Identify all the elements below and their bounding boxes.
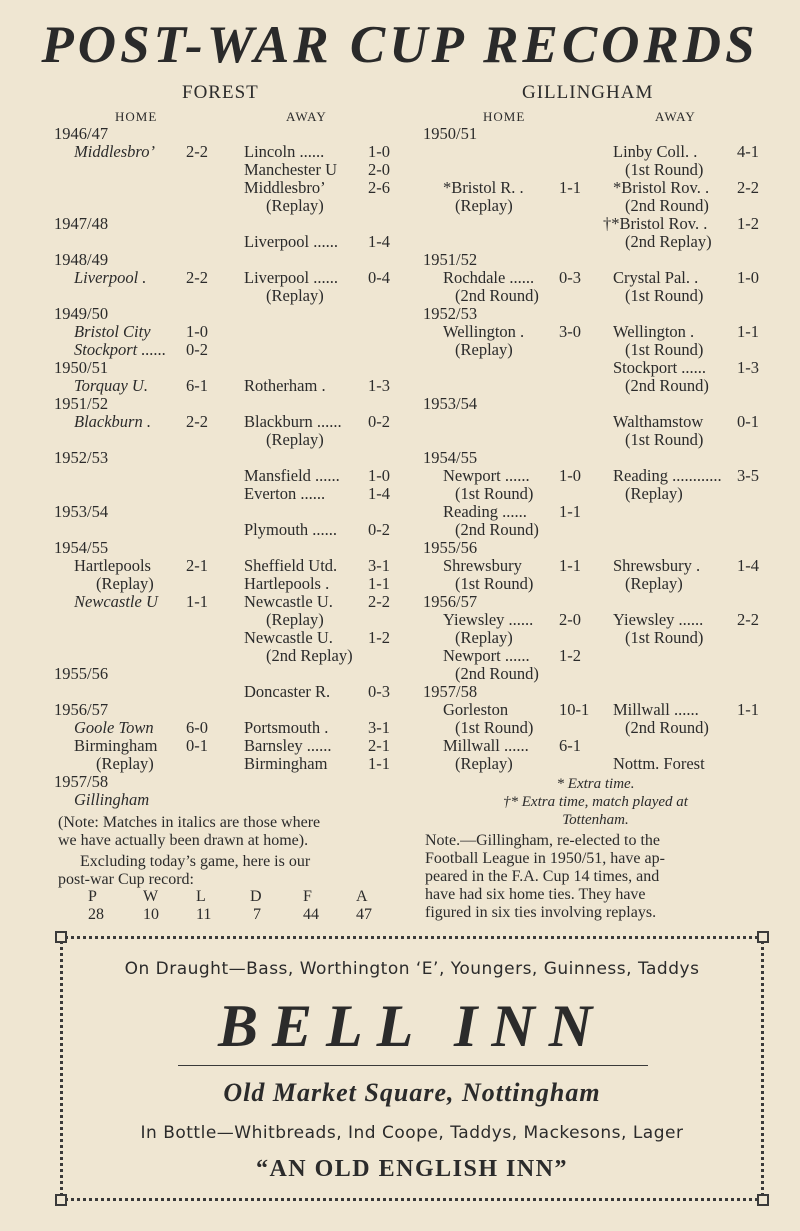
table-row [54, 305, 404, 323]
home-score: 6-0 [186, 718, 208, 737]
page-title: POST-WAR CUP RECORDS [41, 16, 759, 74]
away-opponent: (2nd Replay) [266, 646, 353, 665]
home-score: 2-2 [186, 412, 208, 431]
away-score: 2-6 [368, 178, 390, 197]
home-opponent: Rochdale ...... [443, 268, 535, 287]
home-opponent: Newcastle U [74, 592, 158, 611]
table-row [54, 431, 404, 449]
table-row [54, 665, 404, 683]
table-row [423, 323, 768, 341]
away-opponent: (1st Round) [625, 628, 704, 647]
away-opponent: Reading ............ [613, 466, 722, 485]
forest-home-label: HOME [115, 109, 158, 124]
away-opponent: Crystal Pal. . [613, 268, 699, 287]
home-score: 1-1 [559, 178, 581, 197]
bell-inn-advert [60, 936, 764, 1201]
table-row [423, 449, 768, 467]
gillingham-heading: GILLINGHAM [522, 82, 654, 103]
season-label: 1955/56 [54, 664, 109, 683]
table-row [423, 125, 768, 143]
home-opponent: (Replay) [96, 574, 154, 593]
advert-address: Old Market Square, Nottingham [223, 1078, 601, 1107]
advert-divider [178, 1065, 648, 1066]
table-row [423, 143, 768, 161]
table-row [54, 269, 404, 287]
table-row [423, 251, 768, 269]
away-opponent: Sheffield Utd. [244, 556, 338, 575]
table-row [423, 737, 768, 755]
away-score: 1-4 [368, 232, 390, 251]
record-value: 44 [303, 906, 319, 923]
home-score: 2-2 [186, 142, 208, 161]
season-label: 1953/54 [423, 394, 478, 413]
table-row [54, 323, 404, 341]
home-opponent: Middlesbro’ [74, 142, 155, 161]
away-score: 1-2 [368, 628, 390, 647]
table-row [54, 791, 404, 809]
gillingham-note-line: Note.—Gillingham, re-elected to the [425, 832, 661, 849]
home-score: 1-1 [559, 502, 581, 521]
away-score: 1-0 [368, 466, 390, 485]
away-score: 1-1 [368, 574, 390, 593]
away-opponent: Rotherham . [244, 376, 326, 395]
away-score: 1-4 [737, 556, 759, 575]
table-row [54, 629, 404, 647]
away-opponent: Linby Coll. . [613, 142, 698, 161]
away-score: 1-1 [737, 322, 759, 341]
record-value: 7 [253, 906, 261, 923]
record-header: F [303, 888, 312, 905]
away-opponent: Everton ...... [244, 484, 326, 503]
home-opponent: Torquay U. [74, 376, 148, 395]
record-value: 11 [196, 906, 212, 923]
table-row [423, 557, 768, 575]
home-score: 1-0 [186, 322, 208, 341]
home-score: 6-1 [186, 376, 208, 395]
away-opponent: (1st Round) [625, 430, 704, 449]
table-row [423, 431, 768, 449]
home-opponent: (Replay) [455, 196, 513, 215]
home-opponent: Shrewsbury [443, 556, 522, 575]
away-opponent: Liverpool ...... [244, 232, 338, 251]
away-opponent: Portsmouth . [244, 718, 329, 737]
table-row [423, 359, 768, 377]
record-intro-line: Excluding today’s game, here is our [80, 853, 311, 870]
table-row [423, 575, 768, 593]
table-row [54, 413, 404, 431]
season-label: 1951/52 [423, 250, 478, 269]
home-opponent: Yiewsley ...... [443, 610, 534, 629]
away-opponent: (2nd Round) [625, 376, 709, 395]
table-row [423, 233, 768, 251]
table-row [54, 557, 404, 575]
away-score: 0-2 [368, 520, 390, 539]
table-row [423, 521, 768, 539]
forest-note [58, 814, 320, 850]
home-opponent: (1st Round) [455, 574, 534, 593]
record-header: P [88, 888, 97, 905]
home-opponent: Gorleston [443, 700, 509, 719]
table-row [54, 773, 404, 791]
home-opponent: (2nd Round) [455, 664, 539, 683]
away-opponent: Millwall ...... [613, 700, 699, 719]
away-score: 1-4 [368, 484, 390, 503]
table-row [54, 467, 404, 485]
away-score: 1-0 [368, 142, 390, 161]
table-row [54, 179, 404, 197]
season-label: 1956/57 [54, 700, 109, 719]
away-score: 0-2 [368, 412, 390, 431]
table-row [54, 755, 404, 773]
away-opponent: (1st Round) [625, 340, 704, 359]
away-score: 1-3 [368, 376, 390, 395]
table-row [54, 737, 404, 755]
table-row [423, 341, 768, 359]
table-row [54, 197, 404, 215]
table-row [54, 701, 404, 719]
away-opponent: Liverpool ...... [244, 268, 338, 287]
season-label: 1948/49 [54, 250, 109, 269]
table-row [423, 395, 768, 413]
away-opponent: Middlesbro’ [244, 178, 326, 197]
away-opponent: Stockport ...... [613, 358, 707, 377]
table-row [54, 719, 404, 737]
table-row [423, 503, 768, 521]
home-opponent: (2nd Round) [455, 520, 539, 539]
away-opponent: Doncaster R. [244, 682, 331, 701]
record-value: 10 [143, 906, 159, 923]
table-row [54, 539, 404, 557]
season-label: 1957/58 [423, 682, 478, 701]
away-score: 2-2 [737, 610, 759, 629]
advert-slogan: “AN OLD ENGLISH INN” [255, 1156, 569, 1182]
away-opponent: †*Bristol Rov. . [603, 214, 708, 233]
away-opponent: (Replay) [266, 286, 324, 305]
home-score: 0-2 [186, 340, 208, 359]
record-value: 47 [356, 906, 372, 923]
home-score: 2-1 [186, 556, 208, 575]
home-opponent: Blackburn . [74, 412, 151, 431]
away-score: 2-2 [368, 592, 390, 611]
table-row [423, 377, 768, 395]
table-row [423, 629, 768, 647]
season-label: 1952/53 [423, 304, 478, 323]
record-header: W [143, 888, 159, 905]
home-opponent: Millwall ...... [443, 736, 529, 755]
record-header: D [250, 888, 262, 905]
footnote-extra-time: * Extra time. [556, 776, 635, 792]
home-score: 10-1 [559, 700, 590, 719]
table-row [423, 647, 768, 665]
away-opponent: (Replay) [625, 484, 683, 503]
home-opponent: Birmingham [74, 736, 158, 755]
table-row [423, 683, 768, 701]
season-label: 1946/47 [54, 124, 109, 143]
season-label: 1954/55 [54, 538, 109, 557]
home-score: 3-0 [559, 322, 581, 341]
away-opponent: Shrewsbury . [613, 556, 701, 575]
gillingham-note-line: Football League in 1950/51, have ap- [425, 850, 665, 867]
season-label: 1949/50 [54, 304, 109, 323]
table-row [54, 251, 404, 269]
away-opponent: (2nd Round) [625, 718, 709, 737]
table-row [54, 377, 404, 395]
away-opponent: Yiewsley ...... [613, 610, 704, 629]
record-value: 28 [88, 906, 104, 923]
advert-draught-line: On Draught—Bass, Worthington ‘E’, Youngers, Guinness, Taddys [124, 959, 700, 979]
season-label: 1955/56 [423, 538, 478, 557]
forest-record-intro [58, 853, 310, 889]
away-score: 1-2 [737, 214, 759, 233]
away-opponent: Birmingham [244, 754, 328, 773]
table-row [423, 665, 768, 683]
season-label: 1952/53 [54, 448, 109, 467]
table-row [54, 125, 404, 143]
away-opponent: (Replay) [625, 574, 683, 593]
away-opponent: (2nd Replay) [625, 232, 712, 251]
home-opponent: Newport ...... [443, 466, 530, 485]
home-opponent: (Replay) [455, 754, 513, 773]
away-score: 1-3 [737, 358, 759, 377]
season-label: 1956/57 [423, 592, 478, 611]
table-row [54, 503, 404, 521]
away-score: 1-1 [368, 754, 390, 773]
away-score: 3-1 [368, 718, 390, 737]
table-row [54, 395, 404, 413]
home-opponent: (Replay) [455, 628, 513, 647]
table-row [54, 485, 404, 503]
table-row [423, 593, 768, 611]
away-opponent: Barnsley ...... [244, 736, 332, 755]
season-label: 1947/48 [54, 214, 109, 233]
table-row [423, 611, 768, 629]
away-opponent: Walthamstow [613, 412, 704, 431]
table-row [54, 143, 404, 161]
border-corner [55, 931, 67, 943]
forest-results-table [54, 125, 404, 809]
away-score: 1-0 [737, 268, 759, 287]
season-label: 1950/51 [54, 358, 109, 377]
away-opponent: Nottm. Forest [613, 754, 705, 773]
gillingham-home-label: HOME [483, 109, 526, 124]
season-label: 1950/51 [423, 124, 478, 143]
table-row [423, 719, 768, 737]
away-score: 4-1 [737, 142, 759, 161]
record-intro-line: post-war Cup record: [58, 871, 194, 888]
table-row [423, 287, 768, 305]
home-opponent: Hartlepools [74, 556, 151, 575]
away-score: 3-5 [737, 466, 759, 485]
table-row [54, 449, 404, 467]
table-row [423, 485, 768, 503]
home-opponent: Wellington . [443, 322, 525, 341]
home-opponent: (Replay) [455, 340, 513, 359]
away-opponent: Blackburn ...... [244, 412, 342, 431]
away-opponent: (Replay) [266, 196, 324, 215]
home-opponent: (2nd Round) [455, 286, 539, 305]
home-opponent: Reading ...... [443, 502, 527, 521]
border-corner [55, 1194, 67, 1206]
advert-inn-name: BELL INN [217, 993, 607, 1059]
forest-note-line: (Note: Matches in italics are those where [58, 814, 321, 831]
table-row [54, 521, 404, 539]
border-corner [757, 931, 769, 943]
table-row [423, 413, 768, 431]
gillingham-note [425, 832, 765, 922]
away-opponent: Hartlepools . [244, 574, 330, 593]
away-opponent: (2nd Round) [625, 196, 709, 215]
home-score: 2-0 [559, 610, 581, 629]
home-opponent: (Replay) [96, 754, 154, 773]
away-opponent: (1st Round) [625, 160, 704, 179]
home-score: 1-0 [559, 466, 581, 485]
table-row [54, 233, 404, 251]
table-row [54, 287, 404, 305]
away-score: 1-1 [737, 700, 759, 719]
home-opponent: Goole Town [74, 718, 154, 737]
home-opponent: Newport ...... [443, 646, 530, 665]
home-opponent: Liverpool . [74, 268, 147, 287]
record-header: A [356, 888, 368, 905]
advert-bottle-line: In Bottle—Whitbreads, Ind Coope, Taddys, Mackesons, Lager [140, 1123, 684, 1143]
away-score: 2-0 [368, 160, 390, 179]
away-opponent: (1st Round) [625, 286, 704, 305]
table-row [423, 467, 768, 485]
away-opponent: Mansfield ...... [244, 466, 340, 485]
forest-away-label: AWAY [286, 109, 327, 124]
away-score: 0-3 [368, 682, 390, 701]
away-opponent: Plymouth ...... [244, 520, 338, 539]
home-score: 0-3 [559, 268, 581, 287]
away-score: 2-2 [737, 178, 759, 197]
away-score: 0-4 [368, 268, 390, 287]
forest-heading: FOREST [182, 82, 259, 103]
footnote-tottenham-1: †* Extra time, match played at [503, 794, 688, 810]
away-opponent: Wellington . [613, 322, 695, 341]
home-score: 2-2 [186, 268, 208, 287]
season-label: 1951/52 [54, 394, 109, 413]
table-row [423, 197, 768, 215]
away-opponent: (Replay) [266, 610, 324, 629]
table-row [423, 701, 768, 719]
home-opponent: Gillingham [74, 790, 150, 809]
table-row [54, 341, 404, 359]
home-opponent: *Bristol R. . [443, 178, 524, 197]
home-score: 1-1 [186, 592, 208, 611]
home-opponent: Bristol City [74, 322, 151, 341]
away-opponent: Lincoln ...... [244, 142, 325, 161]
table-row [423, 161, 768, 179]
away-opponent: Newcastle U. [244, 628, 333, 647]
table-row [423, 179, 768, 197]
home-score: 1-1 [559, 556, 581, 575]
home-score: 0-1 [186, 736, 208, 755]
table-row [423, 305, 768, 323]
table-row [54, 575, 404, 593]
table-row [54, 215, 404, 233]
gillingham-note-line: figured in six ties involving replays. [425, 904, 657, 921]
gillingham-note-line: have had six home ties. They have [425, 886, 646, 903]
away-opponent: (Replay) [266, 430, 324, 449]
home-opponent: (1st Round) [455, 484, 534, 503]
away-score: 2-1 [368, 736, 390, 755]
season-label: 1953/54 [54, 502, 109, 521]
table-row [423, 269, 768, 287]
season-label: 1957/58 [54, 772, 109, 791]
border-corner [757, 1194, 769, 1206]
home-opponent: (1st Round) [455, 718, 534, 737]
forest-note-line: we have actually been drawn at home). [58, 832, 309, 849]
table-row [54, 647, 404, 665]
table-row [54, 593, 404, 611]
season-label: 1954/55 [423, 448, 478, 467]
table-row [54, 161, 404, 179]
home-score: 1-2 [559, 646, 581, 665]
away-opponent: Manchester U [244, 160, 338, 179]
footnote-tottenham-2: Tottenham. [562, 812, 629, 828]
away-opponent: Newcastle U. [244, 592, 333, 611]
table-row [54, 683, 404, 701]
table-row [54, 359, 404, 377]
gillingham-note-line: peared in the F.A. Cup 14 times, and [425, 868, 660, 885]
away-score: 3-1 [368, 556, 390, 575]
home-score: 6-1 [559, 736, 581, 755]
table-row [54, 611, 404, 629]
home-opponent: Stockport ...... [74, 340, 167, 359]
table-row [423, 215, 768, 233]
table-row [423, 755, 768, 773]
record-header: L [196, 888, 206, 905]
away-score: 0-1 [737, 412, 759, 431]
gillingham-results-table [423, 125, 768, 773]
away-opponent: *Bristol Rov. . [613, 178, 710, 197]
gillingham-away-label: AWAY [655, 109, 696, 124]
table-row [423, 539, 768, 557]
